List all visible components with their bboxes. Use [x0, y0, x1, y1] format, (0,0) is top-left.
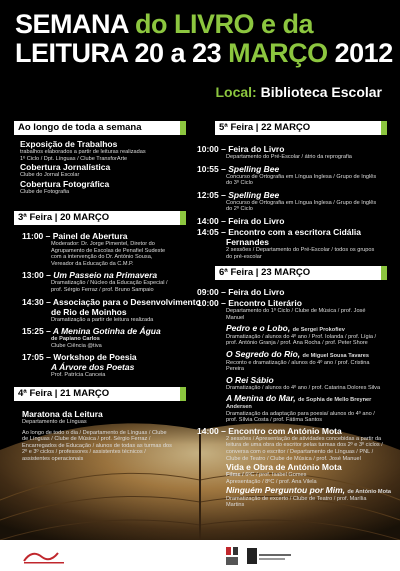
- event-time: 14:00: [197, 425, 219, 436]
- location: [215, 84, 382, 100]
- event-desc: Dramatização / alunos do 4º ano / prof. Catarina Dolores Silva: [226, 384, 381, 391]
- event-desc: Moderador: Dr. Jorge Pimentel, Diretor do: [51, 241, 155, 247]
- event-line: [22, 270, 202, 280]
- event-desc: Dramatização de excerto / Clube de Teatro / prof. Marília: [226, 495, 367, 502]
- event-title-cont: de Rio de Moinhos: [51, 306, 127, 317]
- event-time: 10:55: [197, 163, 219, 174]
- event-desc: Dramatização / alunos do 4º ano / Prof. Iolanda / prof. Lígia /: [226, 333, 377, 340]
- sub-author: de Miguel Sousa Tavares: [302, 352, 369, 359]
- event-title: Exposição de Trabalhos: [20, 139, 118, 149]
- event-maratona: [22, 409, 202, 463]
- event-time: 17:05: [22, 352, 44, 363]
- event-time: 14:00: [197, 215, 219, 226]
- event-line: [197, 298, 393, 308]
- sub-event-title: [226, 323, 393, 334]
- event-desc: prof. Sílvia Costa / prof. Fátima Santos: [226, 417, 323, 424]
- event-title: – Um Passeio na Primavera: [46, 270, 158, 281]
- event-title: Maratona da Leitura: [22, 409, 103, 419]
- event-desc: Departamento de Línguas: [22, 419, 87, 425]
- event-line: [22, 352, 202, 362]
- event-desc: [226, 472, 393, 479]
- event-title-cont: A Árvore dos Poetas: [51, 362, 135, 373]
- event-desc: conversa com o escritor / Departamento de Línguas / PNL /: [226, 448, 374, 455]
- location-label: Local:: [215, 84, 257, 100]
- event-title: – Workshop de Poesia: [46, 352, 137, 363]
- event-desc: 1º Ciclo / Dpt. Línguas / Clube TransforArte: [20, 155, 128, 162]
- event-list-friday: [197, 287, 393, 509]
- event-desc: Clube do Jornal Escolar: [20, 172, 80, 179]
- location-value: Biblioteca Escolar: [260, 84, 382, 100]
- event-desc: Clube de Fotografia: [20, 188, 70, 195]
- event-desc: Manuel: [226, 314, 245, 321]
- event-title: – Painel de Abertura: [45, 231, 128, 241]
- event-desc: Concurso de Ortografia em Língua Inglesa / Grupo de Inglês: [226, 173, 377, 180]
- event-title: – Spelling Bee: [221, 163, 280, 174]
- section-header-week: Ao longo de toda a semana: [14, 121, 180, 135]
- event-desc: Martins: [226, 502, 245, 509]
- event-desc: Encarregados de Educação / alunos de todas as turmas dos: [22, 442, 172, 449]
- event-line: [197, 144, 393, 154]
- event-title: – Feira do Livro: [221, 215, 285, 226]
- event-time: 10:00: [197, 144, 219, 154]
- event-title: Cobertura Fotográfica: [20, 178, 110, 189]
- event-desc: Dramatização da adaptação para poesia/ alunos do 4º ano /: [226, 410, 375, 417]
- event-line: [197, 287, 393, 297]
- event-list-thursday: [197, 144, 393, 260]
- event-desc: de Línguas / Clube de Música / prof. Sérgio Ferraz /: [22, 436, 151, 443]
- event-time: 11:00: [22, 231, 44, 241]
- event-desc: Clube Ciência @tiva: [51, 342, 102, 349]
- event-line: [197, 227, 393, 237]
- event-desc: trabalhos elaborados a partir de leituras realizadas: [20, 149, 146, 155]
- event-desc: Reconto e dramatização / alunos do 4º ano / prof. Cristina: [226, 359, 370, 366]
- event-time: 14:30: [22, 296, 44, 307]
- event-exposicao: [20, 139, 200, 195]
- event-title: Cobertura Jornalística: [20, 162, 111, 173]
- sub-event-title: [226, 349, 393, 360]
- event-desc: prof. Sérgio Ferraz / prof. Bruno Sampaio: [51, 286, 154, 293]
- sub-event-title: [226, 393, 393, 404]
- section-header-tuesday: 3ª Feira | 20 MARÇO: [14, 211, 180, 225]
- event-desc: de Papiano Carlos: [51, 336, 100, 343]
- sub-author: de Sophia de Mello Breyner: [297, 397, 372, 404]
- event-desc: prof. António Granja / prof. Ana Rocha / prof. Peter Shore: [226, 340, 368, 347]
- section-header-thursday: 5ª Feira | 22 MARÇO: [215, 121, 381, 135]
- event-desc: Concurso de Ortografia em Língua Inglesa / Grupo de Inglês: [226, 199, 377, 206]
- event-desc: Pereira: [226, 366, 245, 373]
- event-desc: 2º e 3º ciclos / professores / assistentes técnicos /: [22, 449, 146, 456]
- library-logo-text: [244, 544, 294, 568]
- event-title: – Feira do Livro: [221, 144, 285, 154]
- event-time: 14:05: [197, 226, 219, 237]
- sub-title: Filme /: [226, 472, 244, 479]
- section-header-wednesday: 4ª Feira | 21 MARÇO: [14, 387, 180, 401]
- event-desc: Apresentação / 8ºC / prof. Ana Vilela: [226, 478, 317, 485]
- library-logo-mark: [224, 544, 240, 568]
- event-title: – A Menina Gotinha de Água: [46, 326, 161, 337]
- event-title: – Feira do Livro: [221, 287, 285, 297]
- title-part: 2012: [334, 38, 393, 68]
- section-header-friday: 6ª Feira | 23 MARÇO: [215, 266, 381, 280]
- event-desc: Prof. Patrícia Canceia: [51, 372, 106, 379]
- sub-event-title: Vida e Obra de António Mota: [226, 462, 342, 473]
- event-desc: leitura de uma obra do escritor pelas turmas dos 2º e 3º ciclos /: [226, 442, 383, 449]
- sub-desc: 6ºC / prof. Isabel Gomes: [245, 472, 307, 479]
- sub-author: de Sergei Prokofiev: [292, 327, 345, 334]
- event-line: [22, 297, 202, 307]
- event-title: – Encontro com a escritora Cidália: [221, 226, 361, 237]
- event-title: – Associação para o Desenvolvimento: [46, 296, 201, 307]
- event-desc: Departamento do Pré-Escolar / átrio da reprografia: [226, 154, 352, 160]
- event-line: [22, 326, 202, 336]
- title-part: MARÇO: [228, 38, 328, 68]
- event-time: 09:00: [197, 287, 219, 297]
- sub-event-title: [226, 485, 393, 496]
- event-desc: Vereador da Educação da C.M.P.: [51, 260, 134, 267]
- event-desc: do 3º Ciclo: [226, 180, 253, 187]
- event-line: [197, 426, 393, 436]
- event-block: [197, 308, 393, 424]
- event-time: 10:00: [197, 298, 219, 308]
- event-desc: Dramatização a partir de leitura realizada: [51, 316, 154, 323]
- event-desc: 2 sessões / Apresentação de atividades concebidas a partir da: [226, 435, 382, 442]
- title-line-2: [15, 39, 393, 67]
- event-desc: Departamento do 1º Ciclo / Clube de Música / prof. José: [226, 308, 366, 314]
- event-desc: Agrupamento de Escolas de Penafiel Sudeste: [51, 247, 166, 254]
- event-desc: assistentes operacionais: [22, 455, 84, 462]
- sub-author: Andersen: [226, 403, 252, 410]
- event-title-cont: Fernandes: [226, 236, 269, 247]
- title-part: 20 a 23: [134, 38, 222, 68]
- sub-title: Ninguém Perguntou por Mim,: [226, 485, 345, 496]
- sub-title: Pedro e o Lobo,: [226, 323, 291, 334]
- event-title: – Encontro Literário: [221, 298, 302, 308]
- library-logo-graphic: [244, 544, 294, 568]
- event-line: [22, 231, 202, 241]
- event-block: [197, 436, 393, 509]
- title-part: do LIVRO e da: [135, 9, 314, 39]
- event-desc: do pré-escolar: [226, 253, 262, 260]
- event-desc: 2 sessões / Departamento do Pré-Escolar / todos os grupos: [226, 246, 375, 253]
- title-line-1: [15, 10, 313, 38]
- event-title: – Encontro com António Mota: [221, 425, 342, 436]
- event-time: 13:00: [22, 270, 44, 281]
- sub-event-title: O Rei Sábio: [226, 374, 274, 385]
- sub-title: A Menina do Mar,: [226, 393, 296, 404]
- event-desc: com a intervenção do Dr. António Sousa,: [51, 254, 153, 261]
- event-desc: Clube de Teatro / Clube de Música / prof. José Manuel: [226, 455, 361, 462]
- event-list-tuesday: [22, 231, 202, 379]
- event-time: 12:05: [197, 189, 219, 200]
- event-desc: Ao longo de todo o dia / Departamento de Línguas / Clube: [22, 429, 167, 436]
- title-part: LEITURA: [15, 38, 128, 68]
- event-line: [197, 164, 393, 174]
- event-title: – Spelling Bee: [221, 189, 280, 200]
- event-line: [197, 216, 393, 226]
- event-time: 15:25: [22, 326, 44, 337]
- sub-title: O Segredo do Rio,: [226, 348, 301, 359]
- school-logo: [22, 547, 82, 565]
- event-desc: do 2º Ciclo: [226, 206, 253, 213]
- library-logo: [224, 544, 240, 568]
- sub-author: de António Mota: [347, 489, 391, 496]
- title-part: SEMANA: [15, 9, 129, 39]
- event-line: [197, 190, 393, 200]
- event-desc: Dramatização / Núcleo da Educação Especial /: [51, 280, 168, 287]
